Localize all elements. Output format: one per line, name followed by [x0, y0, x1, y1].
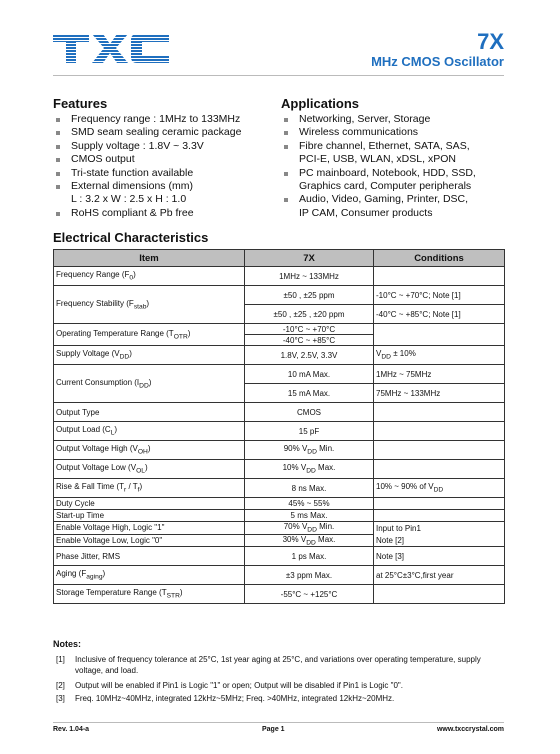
- txc-logo: [53, 32, 171, 66]
- row-label: Storage Temperature Range $(T_{STR})$: [54, 585, 245, 604]
- list-item-text: Networking, Server, Storage: [299, 113, 431, 125]
- table-row: [54, 547, 505, 566]
- header-conditions: Conditions: [374, 250, 505, 267]
- list-item-text: Audio, Video, Gaming, Printer, DSC,: [299, 193, 469, 206]
- row-condition: at 25°C±3°C,first year: [374, 566, 505, 585]
- electrical-characteristics-title: Electrical Characteristics: [53, 230, 209, 245]
- list-item-text: PCI-E, USB, WLAN, xDSL, xPON: [299, 153, 456, 166]
- row-condition: Note [3]: [374, 547, 505, 566]
- note-2: [53, 681, 508, 692]
- table-row: [54, 479, 505, 498]
- row-value: 15 pF: [245, 422, 374, 441]
- table-row: [54, 566, 505, 585]
- applications-list: [281, 113, 506, 220]
- list-item-text: Graphics card, Computer peripherals: [299, 180, 472, 193]
- row-value: 1MHz ~ 133MHz: [245, 267, 374, 286]
- row-value: 1 ps Max.: [245, 547, 374, 566]
- row-condition: [374, 267, 505, 286]
- note-3: [53, 694, 508, 705]
- list-item: [281, 167, 506, 194]
- list-item-text: Wireless communications: [299, 126, 419, 139]
- list-item-text: L : 3.2 x W : 2.5 x H : 1.0: [71, 193, 187, 206]
- table-header-row: [54, 250, 505, 267]
- table-row: [54, 534, 505, 547]
- header-item: Item: [54, 250, 245, 267]
- table-row: [54, 346, 505, 365]
- list-item: [53, 153, 283, 166]
- row-condition: 10% ~ 90% of $V_{DD}$: [374, 479, 505, 498]
- row-condition: [374, 460, 505, 479]
- header-divider: [53, 75, 504, 76]
- note-number: [3]: [56, 694, 65, 703]
- row-label: Duty Cycle: [54, 498, 245, 510]
- table-row: [54, 403, 505, 422]
- row-condition: [374, 498, 505, 510]
- list-item: [281, 126, 506, 139]
- row-value: -10°C ~ +70°C: [245, 324, 374, 335]
- row-label: Supply Voltage $(V_{DD})$: [54, 346, 245, 365]
- row-value: -40°C ~ +85°C: [245, 335, 374, 346]
- list-item: [53, 113, 283, 126]
- list-item-text: IP CAM, Consumer products: [299, 206, 433, 219]
- list-item: [53, 167, 283, 180]
- list-item-text: Tri-state function available: [71, 166, 194, 179]
- row-label: Output Voltage High $(V_{OH})$: [54, 441, 245, 460]
- row-value: ±3 ppm Max.: [245, 566, 374, 585]
- list-item: [53, 140, 283, 153]
- list-item-text: RoHS compliant & Pb free: [71, 206, 194, 219]
- list-item: [281, 193, 506, 220]
- header-7x: 7X: [245, 250, 374, 267]
- row-value: CMOS: [245, 403, 374, 422]
- table-row: [54, 365, 505, 384]
- note-1: [53, 655, 508, 676]
- product-type: MHz CMOS Oscillator: [371, 54, 504, 69]
- product-number: 7X: [477, 29, 504, 54]
- row-condition: Note [2]: [374, 534, 505, 547]
- footer-divider: [53, 722, 504, 723]
- row-condition: [374, 422, 505, 441]
- row-label: Output Type: [54, 403, 245, 422]
- list-item: [281, 140, 506, 167]
- list-item-text: Fibre channel, Ethernet, SATA, SAS,: [299, 139, 470, 152]
- list-item-text: External dimensions (mm): [71, 180, 193, 193]
- note-number: [1]: [56, 655, 65, 664]
- row-value: 10 mA Max.: [245, 365, 374, 384]
- row-value: 5 ms Max.: [245, 510, 374, 522]
- row-label: Start-up Time: [54, 510, 245, 522]
- row-label: Phase Jitter, RMS: [54, 547, 245, 566]
- features-list: [53, 113, 283, 220]
- list-item: [281, 113, 506, 126]
- table-row: [54, 585, 505, 604]
- list-item: [53, 126, 283, 139]
- row-label: Output Voltage Low $(V_{OL})$: [54, 460, 245, 479]
- row-value: ±50 , ±25 ppm: [245, 286, 374, 305]
- row-condition: 1MHz ~ 75MHz: [374, 365, 505, 384]
- row-condition: 75MHz ~ 133MHz: [374, 384, 505, 403]
- row-label: Enable Voltage Low, Logic "0": [54, 534, 245, 547]
- list-item: [53, 180, 283, 207]
- table-row: [54, 267, 505, 286]
- row-label: Operating Temperature Range $(T_{OTR})$: [54, 324, 245, 346]
- row-condition: -40°C ~ +85°C; Note [1]: [374, 305, 505, 324]
- footer-page: Page 1: [262, 726, 285, 733]
- footer-url[interactable]: www.txccrystal.com: [436, 726, 504, 733]
- notes-title: Notes:: [53, 639, 82, 649]
- list-item-text: Frequency range : 1MHz to 133MHz: [71, 113, 241, 125]
- row-value: 1.8V, 2.5V, 3.3V: [245, 346, 374, 365]
- row-condition: $V_{DD} \pm 10\%$: [374, 346, 505, 365]
- row-label: Frequency Stability $(F_{stab})$: [54, 286, 245, 324]
- product-heading: [371, 30, 504, 70]
- row-condition: [374, 441, 505, 460]
- note-text: Freq. 10MHz~40MHz, integrated 12kHz~5MHz; Freq. >40MHz, integrated 12kHz~20MHz.: [75, 694, 395, 703]
- row-label: Current Consumption $(I_{DD})$: [54, 365, 245, 403]
- row-value: ±50 , ±25 , ±20 ppm: [245, 305, 374, 324]
- row-value: 70% $V_{DD}$ Min.: [245, 522, 374, 535]
- list-item-text: CMOS output: [71, 153, 135, 166]
- row-value: 90% $V_{DD}$ Min.: [245, 441, 374, 460]
- row-label: Rise & Fall Time $(T_r / T_f)$: [54, 479, 245, 498]
- row-condition: [374, 585, 505, 604]
- list-item: [53, 207, 283, 220]
- electrical-characteristics-table: [53, 249, 505, 604]
- list-item-text: Supply voltage : 1.8V ~ 3.3V: [71, 139, 204, 152]
- table-row: [54, 286, 505, 305]
- table-row: [54, 510, 505, 522]
- note-text: Output will be enabled if Pin1 is Logic "1" or open; Output will be disabled if Pin1 is Logic "0".: [75, 681, 403, 690]
- row-value: -55°C ~ +125°C: [245, 585, 374, 604]
- note-number: [2]: [56, 681, 65, 690]
- table-row: [54, 522, 505, 535]
- row-label: Frequency Range $(F_0)$: [54, 267, 245, 286]
- row-value: 30% $V_{DD}$ Max.: [245, 534, 374, 547]
- list-item-text: PC mainboard, Notebook, HDD, SSD,: [299, 166, 476, 179]
- row-value: 15 mA Max.: [245, 384, 374, 403]
- table-row: [54, 498, 505, 510]
- table-row: [54, 460, 505, 479]
- row-label: Enable Voltage High, Logic "1": [54, 522, 245, 535]
- row-label: Output Load $(C_L)$: [54, 422, 245, 441]
- row-condition: [374, 324, 505, 346]
- row-condition: [374, 510, 505, 522]
- features-title: Features: [53, 96, 108, 111]
- row-value: 8 ns Max.: [245, 479, 374, 498]
- note-text: Inclusive of frequency tolerance at 25°C, 1st year aging at 25°C, and variations over operating temperature, supply voltage, and load.: [75, 655, 481, 675]
- row-condition: Input to Pin1: [374, 522, 505, 535]
- list-item-text: SMD seam sealing ceramic package: [71, 126, 242, 139]
- row-value: 45% ~ 55%: [245, 498, 374, 510]
- row-condition: -10°C ~ +70°C; Note [1]: [374, 286, 505, 305]
- row-condition: [374, 403, 505, 422]
- row-label: Aging $(F_{aging})$: [54, 566, 245, 585]
- table-row: [54, 422, 505, 441]
- footer-revision: Rev. 1.04-a: [53, 726, 90, 733]
- table-row: [54, 324, 505, 335]
- row-value: 10% $V_{DD}$ Max.: [245, 460, 374, 479]
- table-row: [54, 441, 505, 460]
- applications-title: Applications: [281, 96, 360, 111]
